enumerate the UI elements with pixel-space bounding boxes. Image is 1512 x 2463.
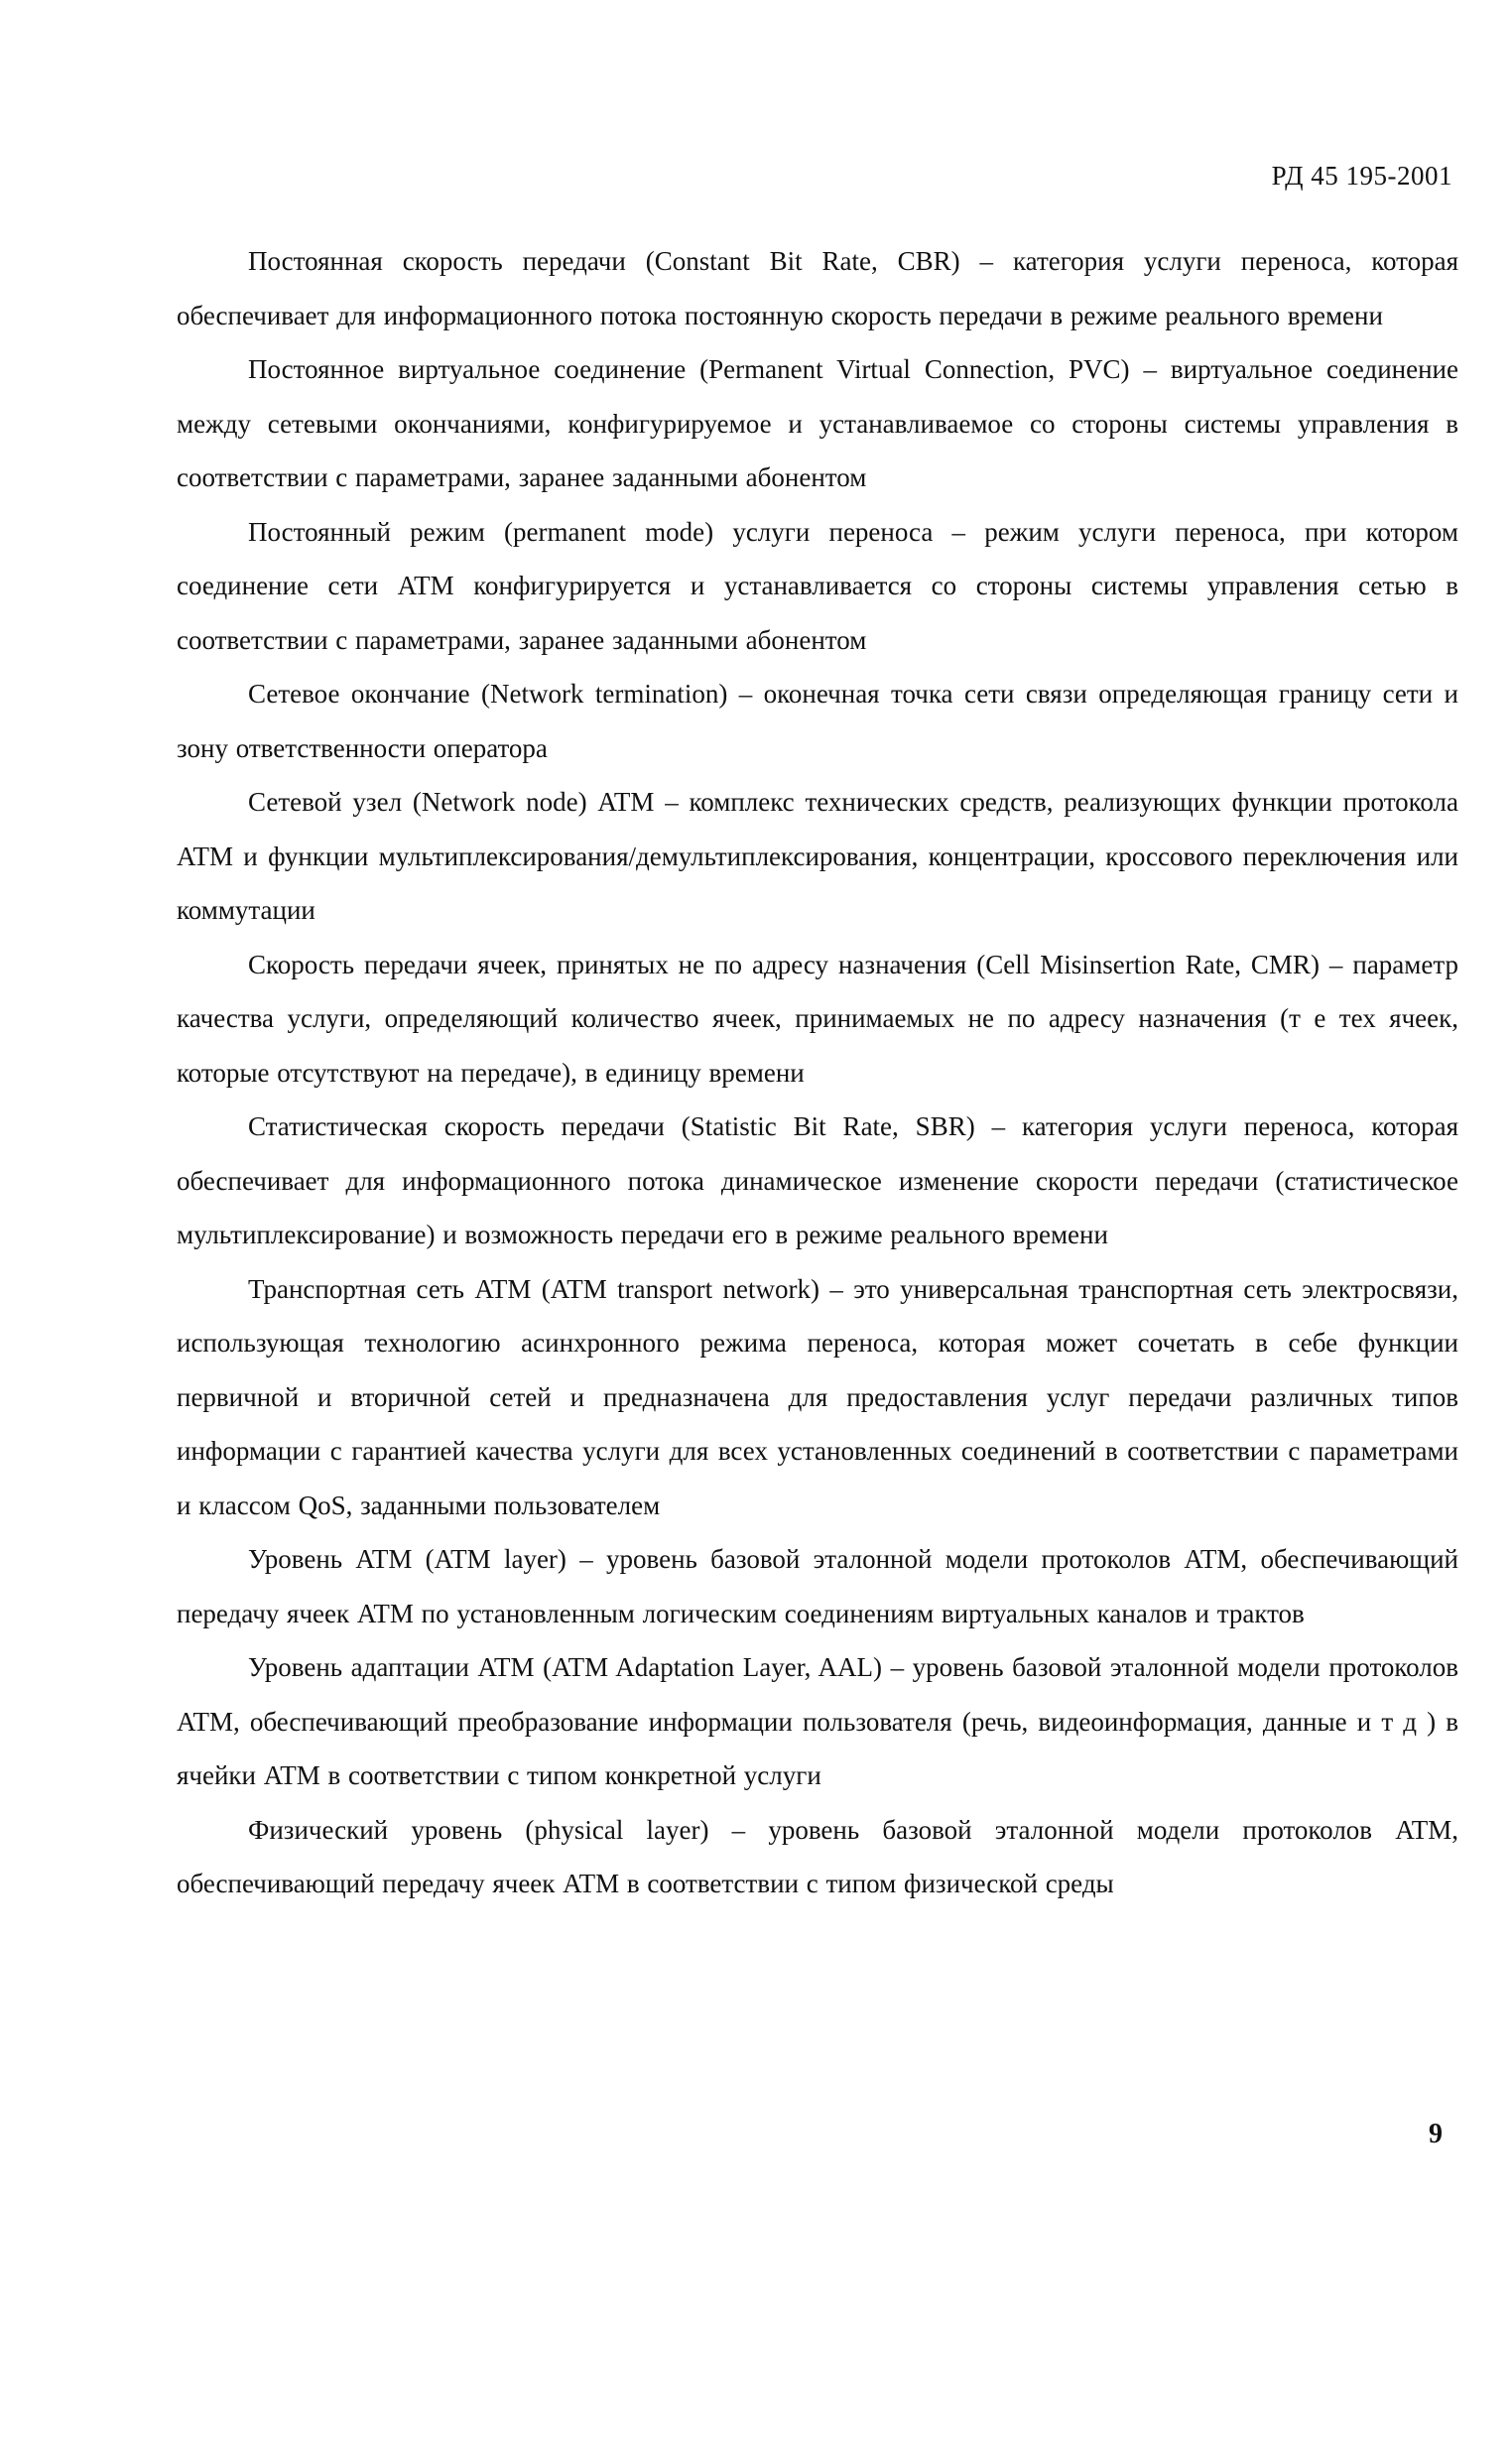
definitions-body <box>177 234 1458 1911</box>
definition-paragraph: Постоянное виртуальное соединение (Permanent Virtual Connection, PVC) – виртуальное соединение между сетевыми окончаниями, конфигурируемое и устанавливаемое со стороны системы управления в соответствии с параметрами, заранее заданными абонентом <box>177 354 1458 492</box>
document-id: РД 45 195-2001 <box>1271 161 1452 191</box>
definition-paragraph: Физический уровень (physical layer) – уровень базовой эталонной модели протоколов ATM, обеспечивающий передачу ячеек ATM в соответствии с типом физической среды <box>177 1814 1458 1898</box>
definition-paragraph: Сетевое окончание (Network termination) – оконечная точка сети связи определяющая границу сети и зону ответственности оператора <box>177 679 1458 763</box>
definition-paragraph: Уровень ATM (ATM layer) – уровень базовой эталонной модели протоколов ATM, обеспечивающий передачу ячеек ATM по установленным логическим соединениям виртуальных каналов и трактов <box>177 1544 1458 1628</box>
page-number: 9 <box>1429 2119 1443 2149</box>
definition-paragraph: Статистическая скорость передачи (Statistic Bit Rate, SBR) – категория услуги переноса, которая обеспечивает для информационного потока динамическое изменение скорости передачи (статистическое мультиплексирование) и возможность передачи его в режиме реального времени <box>177 1111 1458 1249</box>
definition-paragraph: Скорость передачи ячеек, принятых не по адресу назначения (Cell Misinsertion Rate, CMR) – параметр качества услуги, определяющий количество ячеек, принимаемых не по адресу назначения (т е тех ячеек, которые отсутствуют на передаче), в единицу времени <box>177 949 1458 1088</box>
definition-paragraph: Уровень адаптации ATM (ATM Adaptation Layer, AAL) – уровень базовой эталонной модели протоколов ATM, обеспечивающий преобразование информации пользователя (речь, видеоинформация, данные и т д ) в ячейки ATM в соответствии с типом конкретной услуги <box>177 1652 1458 1790</box>
definition-paragraph: Транспортная сеть ATM (ATM transport network) – это универсальная транспортная сеть электросвязи, использующая технологию асинхронного режима переноса, которая может сочетать в себе функции первичной и вторичной сетей и предназначена для предоставления услуг передачи различных типов информации с гарантией качества услуги для всех установленных соединений в соответствии с параметрами и классом QoS, заданными пользователем <box>177 1273 1458 1520</box>
definition-paragraph: Постоянная скорость передачи (Constant Bit Rate, CBR) – категория услуги переноса, которая обеспечивает для информационного потока постоянную скорость передачи в режиме реального времени <box>177 246 1458 330</box>
definition-paragraph: Постоянный режим (permanent mode) услуги переноса – режим услуги переноса, при котором соединение сети ATM конфигурируется и устанавливается со стороны системы управления сетью в соответствии с параметрами, заранее заданными абонентом <box>177 516 1458 655</box>
definition-paragraph: Сетевой узел (Network node) ATM – комплекс технических средств, реализующих функции протокола ATM и функции мультиплексирования/демультиплексирования, концентрации, кроссового переключения или коммутации <box>177 787 1458 925</box>
